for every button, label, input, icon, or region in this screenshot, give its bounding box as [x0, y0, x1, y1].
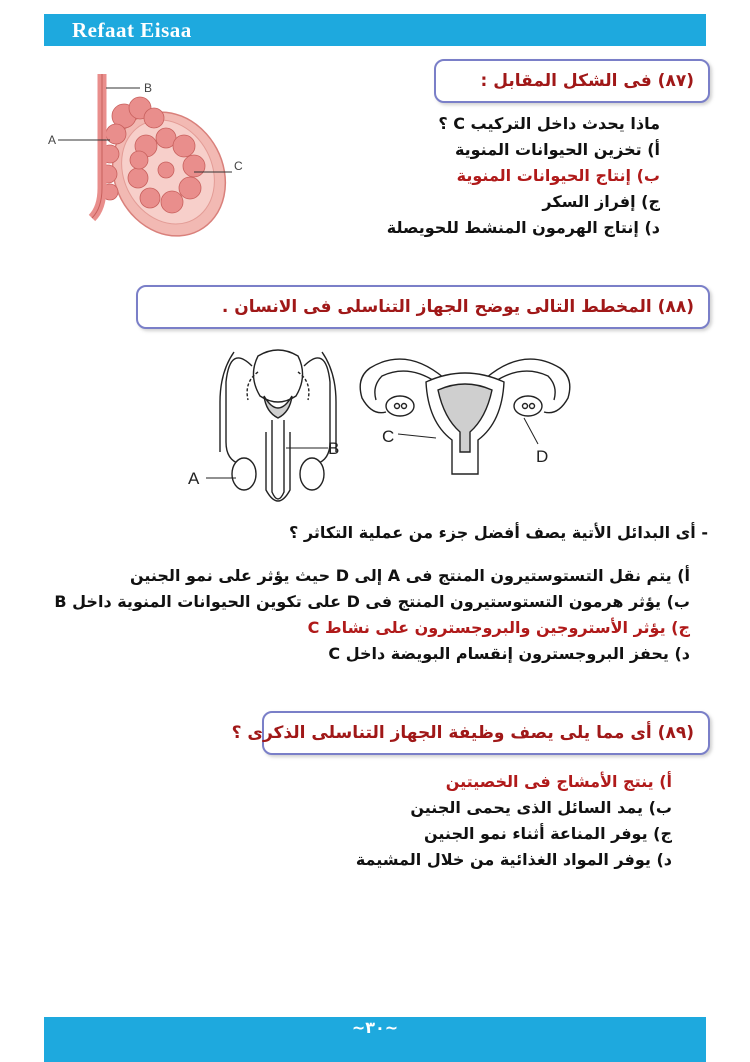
q87-body [387, 111, 660, 241]
q87-option-a[interactable]: أ) تخزين الحيوانات المنوية [454, 140, 660, 159]
q88-title: المخطط التالى يوضح الجهاز التناسلى فى الانسان . [221, 297, 652, 317]
q88-number: (٨٨) [657, 297, 694, 317]
q89-number: (٨٩) [657, 723, 694, 743]
figure-label-b: B [328, 439, 340, 458]
q88-option-a[interactable]: أ) يتم نقل التستوستيرون المنتج فى A إلى D حيث يؤثر على نمو الجنين [129, 566, 690, 585]
footer-bar [44, 1017, 706, 1062]
q88-title-box [136, 285, 710, 329]
q87-title: فى الشكل المقابل : [480, 71, 652, 91]
figure-label-b: B [144, 81, 153, 95]
figure-label-c: C [234, 159, 243, 173]
q89-option-a[interactable]: أ) ينتج الأمشاج فى الخصيتين [445, 772, 672, 791]
q89-option-d[interactable]: د) يوفر المواد الغذائية من خلال المشيمة [355, 850, 672, 869]
figure-label-a: A [48, 133, 57, 147]
q89-option-b[interactable]: ب) يمد السائل الذى يحمى الجنين [410, 798, 672, 817]
figure-label-c: C [382, 427, 395, 446]
q89-options [356, 769, 672, 873]
q88-option-b[interactable]: ب) يؤثر هرمون التستوستيرون المنتج فى D على تكوين الحيوانات المنوية داخل B [54, 592, 690, 611]
testis-figure [44, 68, 254, 244]
male-system [220, 350, 336, 501]
q88-option-d[interactable]: د) يحفز البروجسترون إنقسام البويضة داخل C [328, 644, 690, 663]
q89-option-c[interactable]: ج) يوفر المناعة أثناء نمو الجنين [423, 824, 672, 843]
q87-title-box [434, 59, 710, 103]
q87-question: ماذا يحدث داخل التركيب C ؟ [438, 114, 660, 133]
q88-options [54, 563, 690, 667]
q88-question-block [289, 520, 708, 546]
vas-deferens [92, 74, 102, 218]
q87-number: (٨٧) [657, 71, 694, 91]
figure-label-d: D [536, 447, 549, 466]
q87-option-c[interactable]: ج) إفراز السكر [542, 192, 660, 211]
q88-option-c[interactable]: ج) يؤثر الأستروجين والبروجسترون على نشاط C [307, 618, 690, 637]
header-bar [44, 14, 706, 46]
q89-title: أى مما يلى يصف وظيفة الجهاز التناسلى الذكرى ؟ [231, 723, 652, 743]
q88-question: - أى البدائل الأتية يصف أفضل جزء من عملية التكاثر ؟ [289, 523, 708, 542]
page-number: ~٣٠~ [351, 1018, 399, 1037]
author-name: Refaat Eisaa [72, 18, 192, 42]
figure-label-a: A [188, 469, 200, 488]
q87-option-b[interactable]: ب) إنتاج الحيوانات المنوية [456, 166, 660, 185]
q87-option-d[interactable]: د) إنتاج الهرمون المنشط للحويصلة [386, 218, 660, 237]
q89-title-box [231, 711, 710, 755]
reproductive-system-figure [186, 342, 576, 510]
